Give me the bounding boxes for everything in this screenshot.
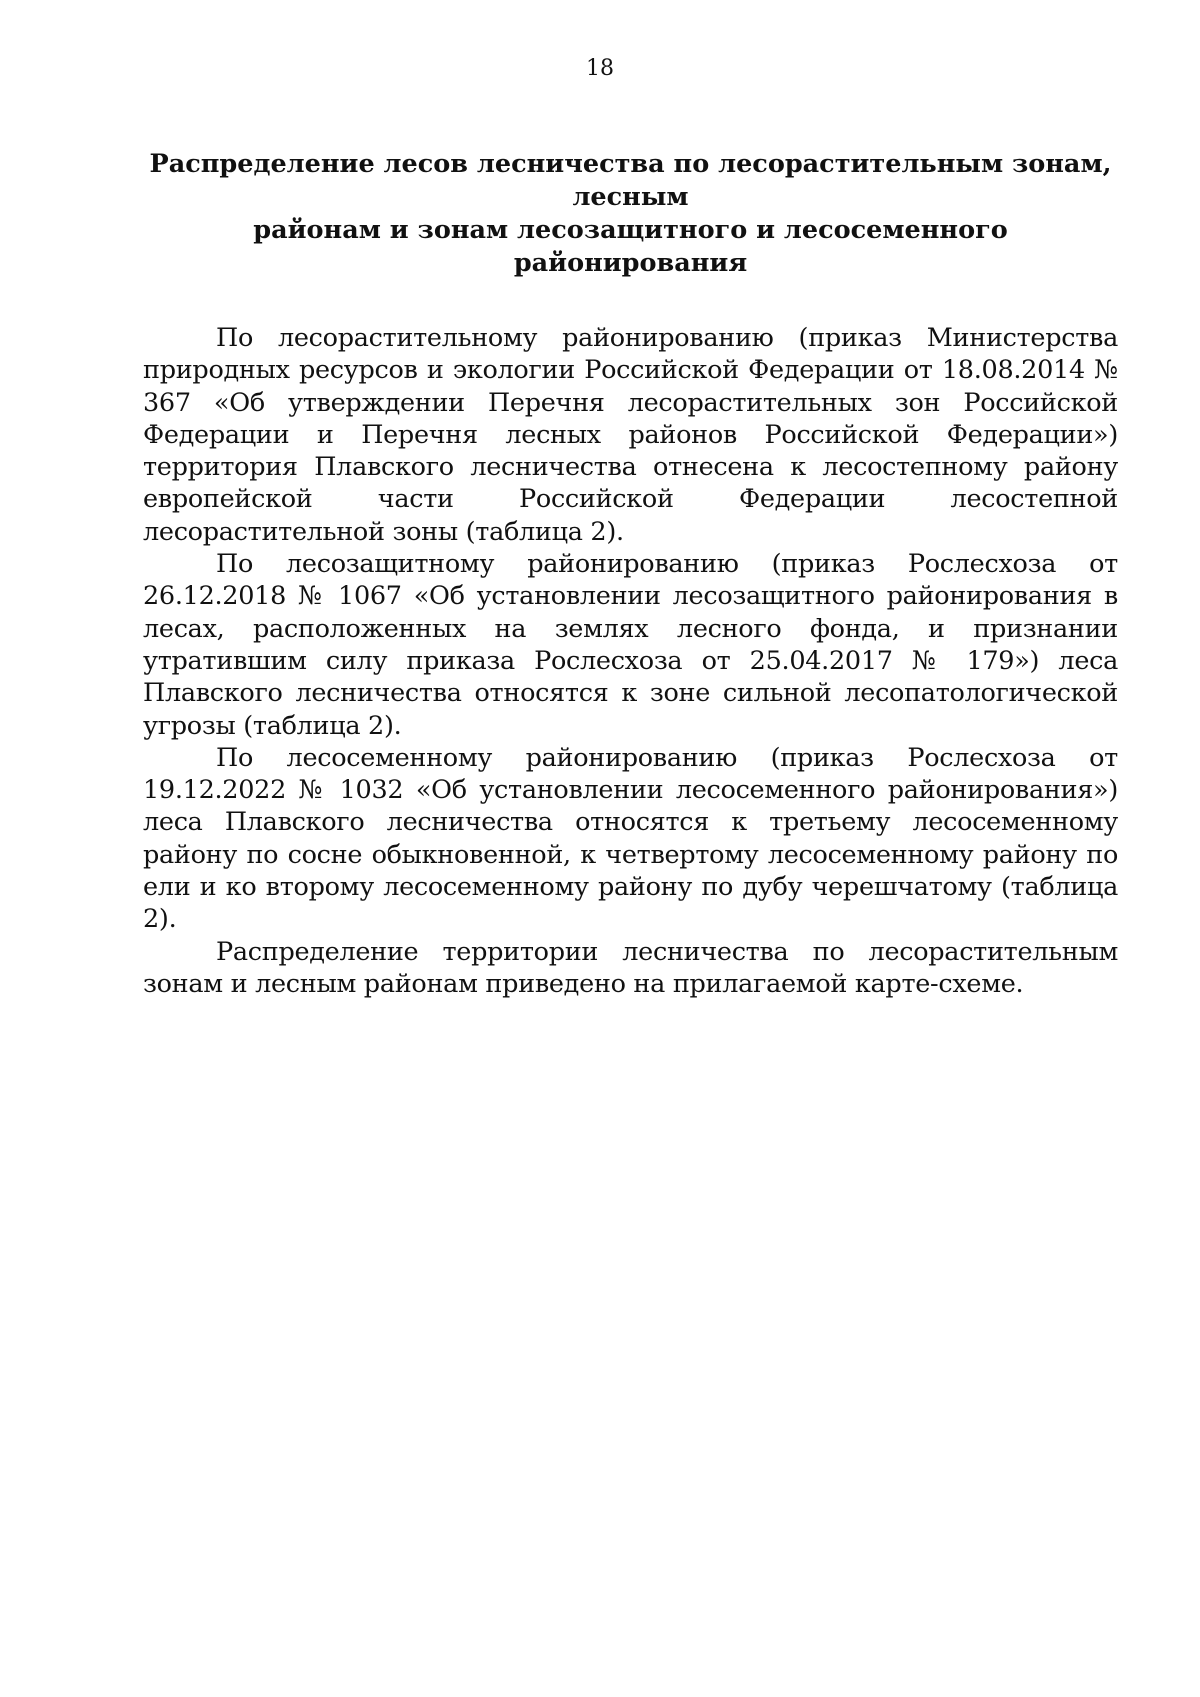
section-title bbox=[143, 148, 1118, 280]
section-title-line-1: Распределение лесов лесничества по лесорастительным зонам, лесным bbox=[149, 149, 1112, 212]
page-number: 18 bbox=[586, 56, 614, 81]
paragraph-forest-seed-zoning: По лесосеменному районированию (приказ Рослесхоза от 19.12.2022 № 1032 «Об установлении лесосеменного районирования») леса Плавского лесничества относятся к третьему лесосеменному району по сосне обыкновенной, к четвертому лесосеменному району по ели и ко второму лесосеменному району по дубу черешчатому (таблица 2). bbox=[143, 742, 1118, 935]
paragraph-forest-protection-zoning: По лесозащитному районированию (приказ Рослесхоза от 26.12.2018 № 1067 «Об установлении лесозащитного районирования в лесах, расположенных на землях лесного фонда, и признании утратившим силу приказа Рослесхоза от 25.04.2017 № 179») леса Плавского лесничества относятся к зоне сильной лесопатологической угрозы (таблица 2). bbox=[143, 549, 1118, 741]
paragraph-map-reference: Распределение территории лесничества по лесорастительным зонам и лесным районам приведено на прилагаемой карте-схеме. bbox=[143, 936, 1118, 999]
document-body bbox=[143, 148, 1118, 1000]
section-title-line-2: районам и зонам лесозащитного и лесосеменного районирования bbox=[253, 215, 1008, 278]
paragraph-forest-vegetation-zoning: По лесорастительному районированию (приказ Министерства природных ресурсов и экологии Российской Федерации от 18.08.2014 № 367 «Об утверждении Перечня лесорастительных зон Российской Федерации и Перечня лесных районов Российской Федерации») территория Плавского лесничества отнесена к лесостепному району европейской части Российской Федерации лесостепной лесорастительной зоны (таблица 2). bbox=[143, 323, 1118, 547]
